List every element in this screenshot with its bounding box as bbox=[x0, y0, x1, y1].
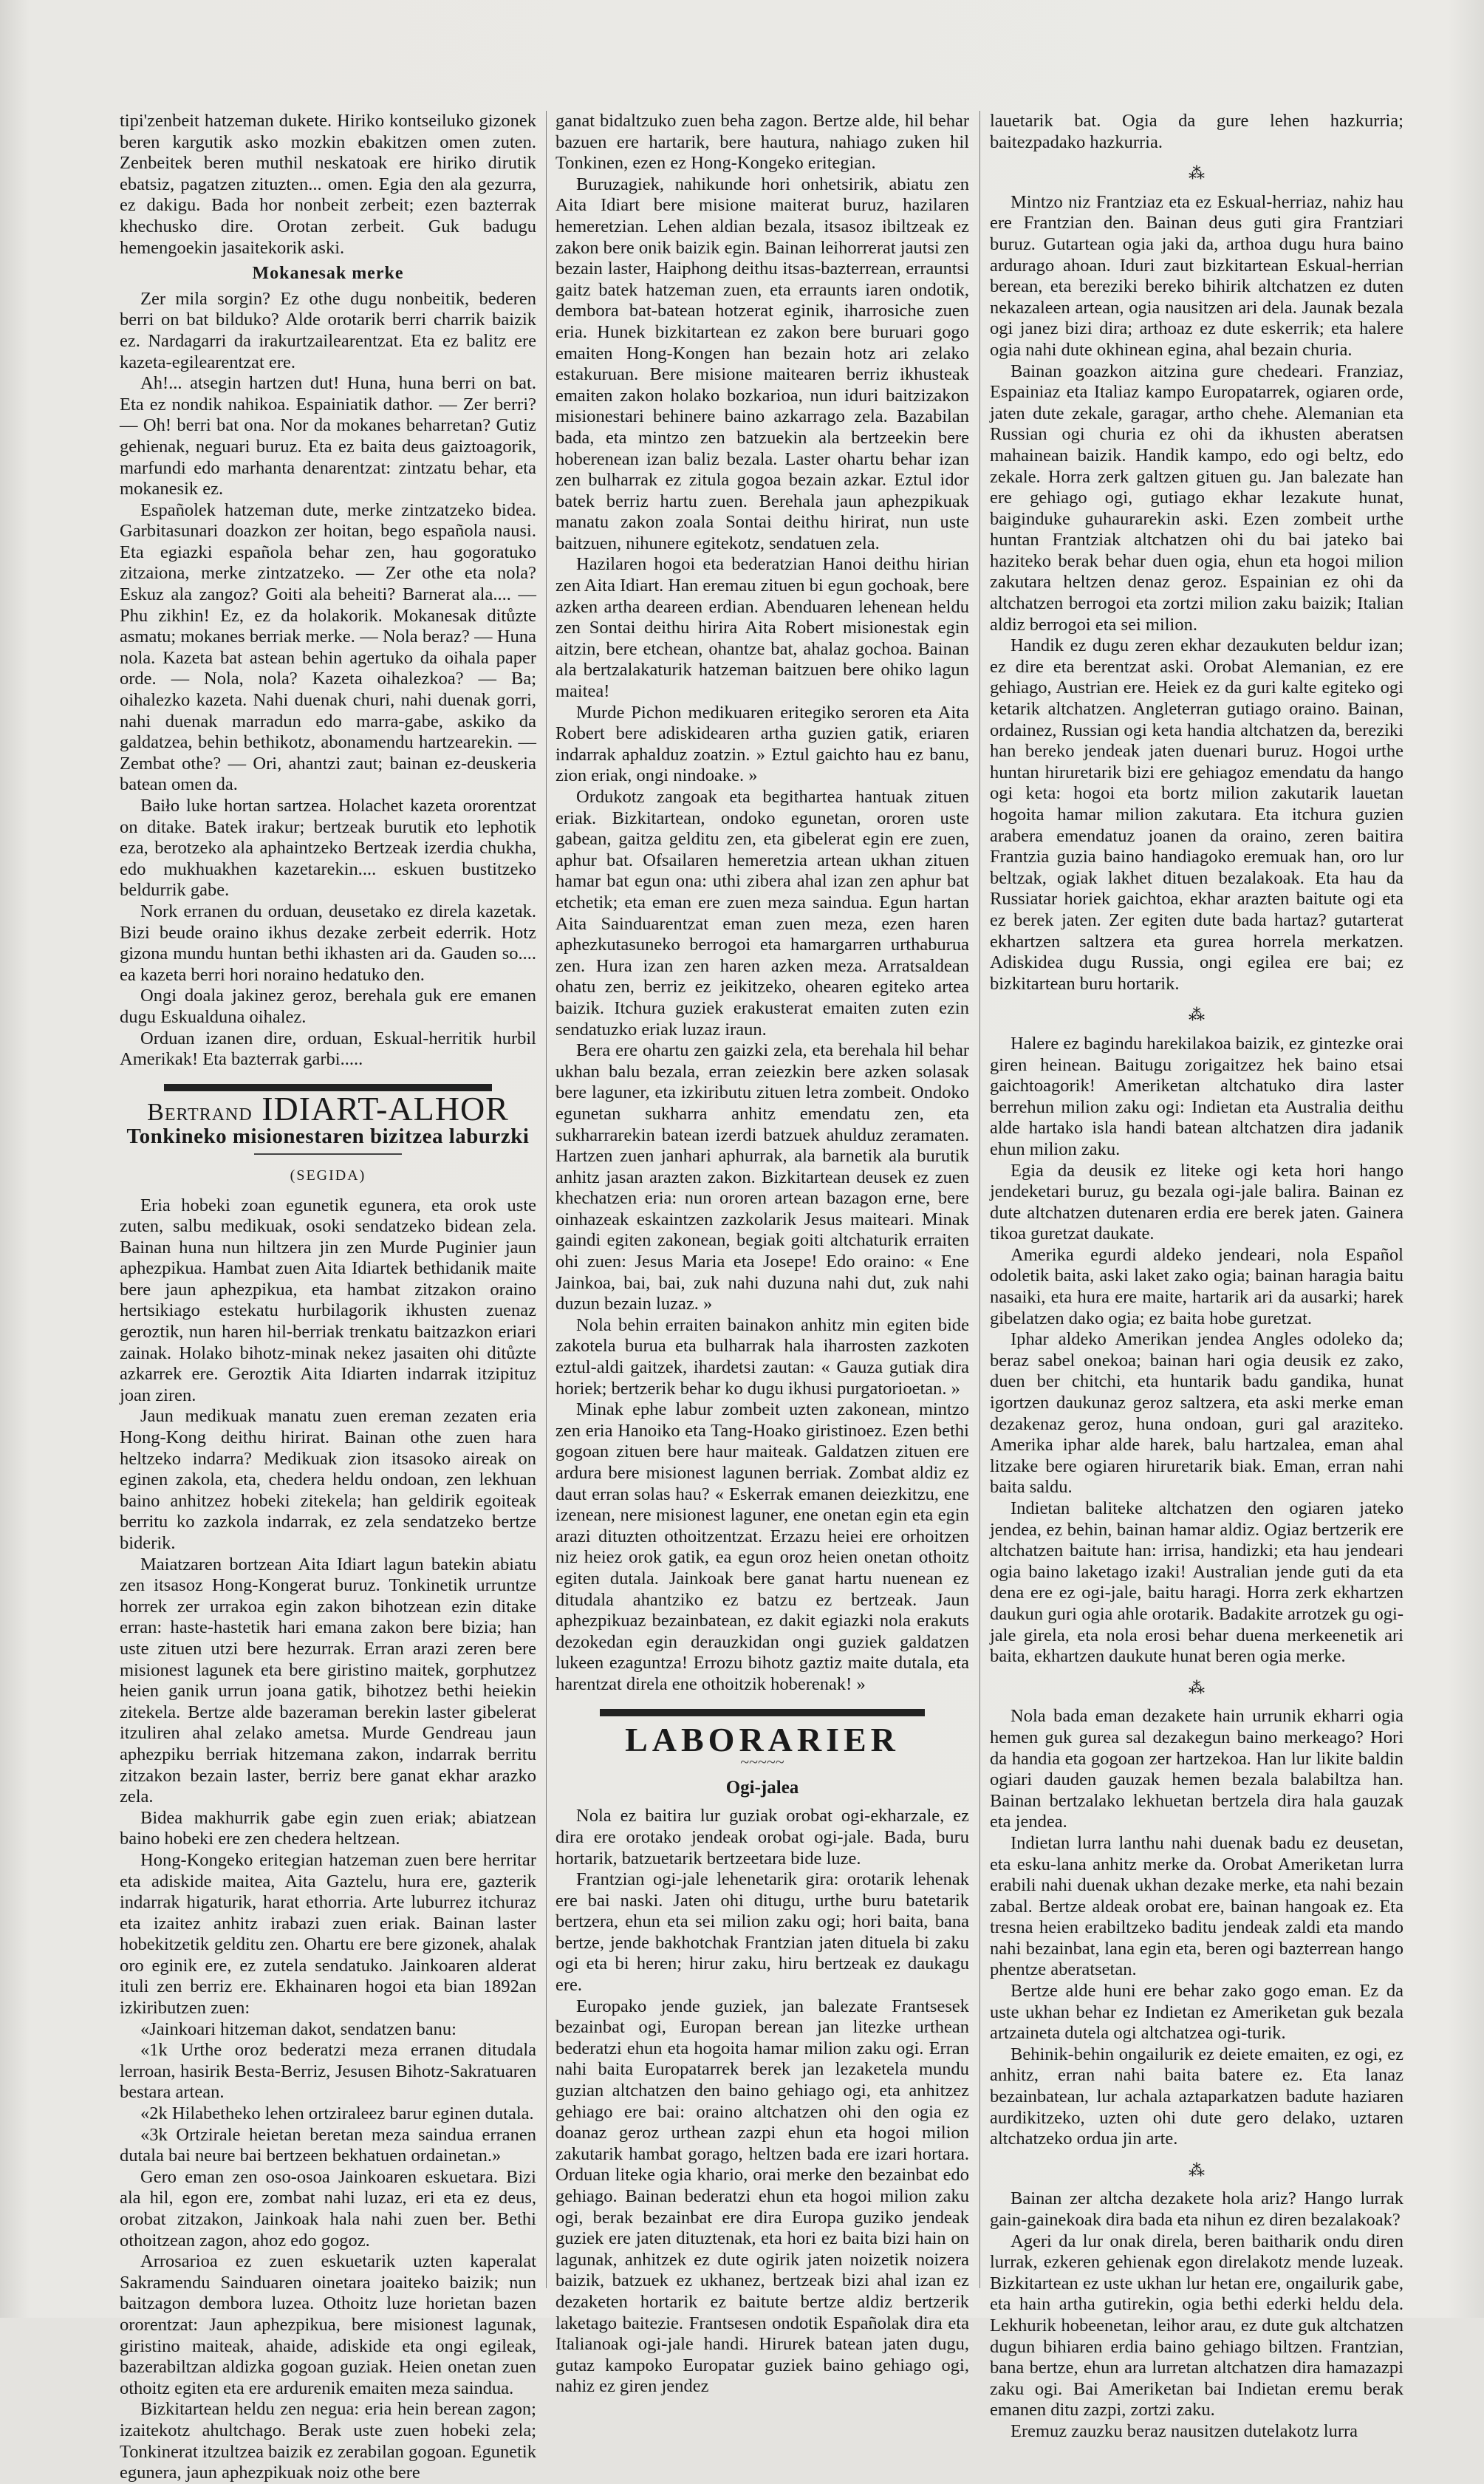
continued-label: (SEGIDA) bbox=[290, 1167, 366, 1184]
paragraph: Minak ephe labur zombeit uzten zakonean, mintzo zen eria Hanoiko eta Tang-Hoako giristinoez. Ezen bethi gogoan zituen bere haur maiteak. Galdatzen zituen ere ardura bere misionest lagunen berriak. Zombat aldiz ez daut erran solas hau? « Eskerrak emanen deiezkitzu, ene izenean, nere misionest laguner, ene onetan egin eta egin arazi dituzten othoitzentzat. Erzazu heiei ere orhoitzen niz heiez orok gatik, ea egun oroz heien onetan othoitz egiten dutala. Jainkoak bere ganat hartu nuenean ez ditudala ahantziko ez batzu ez bertzeak. Jaun aphezpikuaz bezainbatean, ez dakit egiazki nola erakuts dezokedan egin derauzkidan ongi guziek galdatzen lukeen ezaguntza! Errozu bihotz gaztiz maite dutala, eta harentzat direla ene othoitzik hoberenak! » bbox=[555, 1399, 969, 1694]
paragraph: tipi'zenbeit hatzeman dukete. Hiriko kontseiluko gizonek beren kargutik asko mozkin ebakitzen omen zuten. Zenbeitek beren muthil neskatoak ere hiriko dirutik ebatsiz, pagatzen zituzten... omen. Egia den ala gezurra, ez dakigu. Bada hor nonbeit zerbeit; ezen bazterrak khechusko dire. Orotan zerbeit. Guk badugu hemengoekin jasaitekorik aski. bbox=[120, 111, 536, 258]
paragraph: Hong-Kongeko eritegian hatzeman zuen bere herritar eta adiskide maitea, Aita Gaztelu, hura ere, gazterik indarrak higaturik, harat ethorria. Arte luburrez itchuraz eta izaitez anhitz irabazi zuen eriak. Bainan laster hobekitzetik gelditu zen. Ohartu ere bere gizonek, ahalak oro eginik ere, ez zutela sendatuko. Jainkoaren alderat ituli zen berriz ere. Ekhainaren hogoi eta bian 1892an izkiributzen zuen: bbox=[120, 1849, 536, 2019]
paragraph: Egia da deusik ez liteke ogi keta hori hango jendeketari buruz, gu bezala ogi-jale balira. Bainan ez dute altchatzen dutenaren erdia ere berek jaten. Gainera tikoa guretzat daukate. bbox=[990, 1160, 1403, 1244]
paragraph: Bertze alde huni ere behar zako gogo eman. Ez da uste ukhan behar ez Indietan ez Ameriketan guk bezala artzaineta dutela ogi altchatzea ogi-turik. bbox=[990, 1981, 1403, 2044]
column-3 bbox=[990, 111, 1403, 2441]
asterism-ornament: ⁂ bbox=[1189, 164, 1205, 183]
paragraph: Frantzian ogi-jale lehenetarik gira: orotarik lehenak ere bai naski. Jaten ohi ditugu, urthe buru batetarik bertzera, ehun eta sei milion zaku ogi; hori baita, bana bertze, jende bakhotchak Frantzian jaten dituela bi zaku ogi eta bi heren; hirur zaku, hiru bertzeak ez daukagu ere. bbox=[555, 1869, 969, 1996]
paragraph: Buruzagiek, nahikunde hori onhetsirik, abiatu zen Aita Idiart bere misione maiterat buruz, hazilaren hemeretzian. Lehen aldian bezala, itsasoz ibiltzeak ez zakon bere onik baizik egin. Bainan leihorrerat jautsi zen bezain laster, Haiphong deithu itsas-bazterrean, errauntsi gaitz batek hatzeman zuen, eta erraunts iaren ondotik, dembora bat-batean hotzerat eginik, iharrosiche zuen eria. Hunek bizkitartean ez zakon bere buruari gogo emaiten Hong-Kongen han bezain hotz ari zelako estakuruan. Bere misione maitearen berriz ikhusteak emaiten zakon holako bozkarioa, nun iduri baitzizakon misionestari behinere baino azkarrago zela. Bazabilan bada, eta mintzo zen batzuekin ala bertzeekin bere hoberenean izan baliz bezala. Laster ohartu behar izan zen bulharrak ez zitula gogoa bezain azkar. Eztul idor batek berriz hartu zuen. Berehala jaun aphezpikuak manatu zakon zoala Sontai deithu hirirat, nun uste baitzuen, nihunere egitekotz, sendatuen zela. bbox=[555, 174, 969, 553]
asterism-ornament: ⁂ bbox=[1189, 1678, 1205, 1697]
paragraph: ganat bidaltzuko zuen beha zagon. Bertze alde, hil behar bazuen ere hartarik, bere hautura, nahiago zuken hil Tonkinen, ezen ez Hong-Kongeko eritegian. bbox=[555, 111, 969, 174]
paragraph: Hazilaren hogoi eta bederatzian Hanoi deithu hirian zen Aita Idiart. Han eremau zituen bi egun gochoak, bere azken artha deareen erdian. Abenduaren lehenean heldu zen Sontai deithu hirira Aita Robert misionestak egin aitzin, bere etchean, ohantze bat, ahalaz gochoa. Bainan ala bertzalakaturik hatzeman baitzuen bere ohiko lagun maitea! bbox=[555, 554, 969, 702]
paragraph: Bainan zer altcha dezakete hola ariz? Hango lurrak gain-gainekoak dira bada eta nihun ez diren bezalakoak? bbox=[990, 2188, 1403, 2230]
paragraph: Indietan lurra lanthu nahi duenak badu ez deusetan, eta esku-lana anhitz merke da. Orobat Ameriketan lurra erabili nahi duenak ukhan dezake merke, eta nahi bezain zabal. Bertze aldeak orobat ere, bainan hangoak ez. Eta tresna heien erabiltzeko baditu jendeak zaldi eta mando nahi bezainbat, lana egin eta, beren ogi bazterrean hango phentze aberatsetan. bbox=[990, 1832, 1403, 1980]
paragraph: Indietan baliteke altchatzen den ogiaren jateko jendea, ez behin, bainan hamar aldiz. Ogiaz bertzerik ere altchatzen baitute han: irrisa, handizki; eta hau jendeari ogia baino laketago izaki! Australian jende guti da eta dena ere ez ogi-jale, baitu haragi. Horra zerk ekhartzen daukun guri ogia ahle orotarik. Badakite arrotzek gu ogi-jale girela, eta nola erosi behar duena merkeenetik ari baita, ekhartzen daukute hunat beren ogia merke. bbox=[990, 1498, 1403, 1667]
paragraph: Bera ere ohartu zen gaizki zela, eta berehala hil behar ukhan balu bezala, erran zeiezkin bere azken solasak bere laguner, eta izkiributu zituen letra zombeit. Ondoko egunetan sukharra anhitz emendatu zen, eta sukharrarekin batean izerdi batzuek ahulduz zeramaten. Hartzen zuen janhari aphurrak, ala barnetik ala burutik anhitz jasan arazten zakon. Bizkitartean deusek ez zuen khechatzen eria: nun ororen artean bazagon erne, bere oinhazeak eskaintzen zazkolarik Jesus maiteari. Minak gaindi egiten zakonean, begiak goiti altchaturik erraiten ohi zuen: Jesus Maria eta Josepe! Edo oraino: « Ene Jainkoa, bai, bai, zuk nahi duzuna nahi dut, zuk nahi duzun bezain luzaz. » bbox=[555, 1040, 969, 1314]
column-1 bbox=[120, 111, 536, 2483]
paragraph: «1k Urthe oroz bederatzi meza erranen ditudala lerroan, hasirik Besta-Berriz, Jesusen Bihotz-Sakratuaren bestara artean. bbox=[120, 2040, 536, 2103]
paragraph: Jaun medikuak manatu zuen ereman zezaten eria Hong-Kong deithu hirirat. Bainan othe zuen hara heltzeko indarra? Medikuak zion itsasoko aireak on eginen zakola, eta, chedera heldu ondoan, zen lekhuan baino anhitzez hobeki zitekela; han geldirik egoiteak berritu ko zazkola indarrak, ez zela sendatzeko bertze biderik. bbox=[120, 1406, 536, 1553]
paragraph: Mintzo niz Frantziaz eta ez Eskual-herriaz, nahiz hau ere Frantzian den. Bainan deus guti gira Frantziari buruz. Gutartean ogia jaki da, arthoa dugu hura baino ardurago ahoan. Iduri zaut bizkitartean Eskual-herrian berean, eta bereziki bereko bihirik altchatzen ez duten nekazaleen artean, ogia nausitzen ari dela. Jaunak bezala ogi janez bizi dira; arthoaz ez dute eskerrik; eta halere ogia nahi dute okhinean egina, ahal bezain churia. bbox=[990, 191, 1403, 360]
paragraph: Ordukotz zangoak eta begithartea hantuak zituen eriak. Bizkitartean, ondoko egunetan, ororen uste gabean, gaitza gelditu zen, eta gibelerat egin ere zuen, aphur bat. Ofsailaren hemeretzia artean ukhan zituen hamar bat egun ona: uthi zibera ahal izan zen aphur bat etchetik; eta eman ere zuen meza saindua. Egun hartan Aita Sainduarentzat eman zuen meza, ezen haren aphezkutasuneko berrogoi eta hamargarren urthaburua zen. Hura izan zen haren azken meza. Arratsaldean ohatu zen, berriz ez jeikitzeko, ohearen egiteko artea baizik. Itchura guziek erakusterat emaiten zuten ezin sendatuzko eriak luzaz iraun. bbox=[555, 787, 969, 1040]
asterism-ornament: ⁂ bbox=[1189, 2160, 1205, 2180]
article-title bbox=[120, 1089, 536, 1127]
paragraph: Ongi doala jakinez geroz, berehala guk ere emanen dugu Eskualduna oihalez. bbox=[120, 986, 536, 1027]
section-subtitle: Ogi-jalea bbox=[725, 1777, 799, 1798]
paragraph: Nork erranen du orduan, deusetako ez direla kazetak. Bizi beude oraino ikhus dezake zerbeit ederrik. Hotz gizona mundu huntan bethi ikhasten ari da. Gauden so.... ea kazeta berri hori noraino hedatuko den. bbox=[120, 901, 536, 985]
paragraph: Bainan goazkon aitzina gure chedeari. Franziaz, Espainiaz eta Italiaz kampo Europatarrek, ogiaren orde, jaten dute zekale, garagar, artho chehe. Alemanian eta Russian ogi churia ez ohi da ikhusten aberatsen mahainean baizik. Handik kampo, edo ogi beltz, edo zekale. Horra zerk galtzen gituen gu. Jan balezate han ere gehiago ogi, gutiago ekhar lezakute hunat, baiginduke guhaurarekin aski. Ezen zombeit urthe huntan Frantziak altchatzen ohi du bai jateko bai haziteko berak behar duen ogia, ehun eta hogoi milion zakutara heltzen denaz geroz. Espainian ez ohi da altchatzen berrogoi eta zortzi milion zaku baizik; Italian aldiz berrogoi eta sei milion. bbox=[990, 361, 1403, 635]
author-surname: IDIART-ALHOR bbox=[261, 1089, 509, 1127]
article-subtitle: Tonkineko misionestaren bizitzea laburzki bbox=[126, 1125, 530, 1149]
paragraph: Europako jende guziek, jan balezate Frantsesek bezainbat ogi, Europan berean jan litezke urthean bederatzi ehun eta hogoita hamar milion zaku ogi. Erran nahi baita Europatarrek berek jan lezaketela mundu guzian altchatzen den baino gehiago ogi, eta anhitzez gehiago ere bai: oraino altchatzen ohi den ogia ez doanaz geroz urthean zazpi ehun eta hogoi milion zakutarik hambat gorago, heltzen bada ere izari hortara. Orduan liteke ogia khario, orai merke den bezainbat edo gehiago. Bainan bederatzi ehun eta hogoi milion zaku ogi, berak bezainbat ere dira Europa guziko jendeak guziek ere jaten dituztenak, eta hori ez baita bizi hain on lagunak, anhitzek ez dute ogirik jaten noizetik noizera baizik, batzuek ez ukhanez, bertzeak bizi ahal izan ez dezaketen hortarik ez baitute bertze aldiz bertzerik laketago baitezie. Frantsesen ondotik Españolak dira eta Italianoak ogi-jale handi. Hirurek batean jaten dugu, gutaz kampoko Europatar guziek baino gehiago ogi, nahiz ez giren jendez bbox=[555, 1996, 969, 2397]
paragraph: Nola bada eman dezakete hain urrunik ekharri ogia hemen guk gurea sal dezakegun baino merkeago? Hori da handia eta gogoan zer hartzekoa. Han lur likite baldin ogiari dauden gauzak hemen bezala balabiltza han. Bainan bertzalako lekhuetan bertzela dira hala gauzak eta jendea. bbox=[990, 1706, 1403, 1832]
paragraph: Behinik-behin ongailurik ez deiete emaiten, ez ogi, ez anhitz, erran nahi baita batere ez. Eta lanaz bezainbatean, lur achala aztaparkatzen badute haziaren aurdikitzeko, uzten ohi dute gero delako, uztaren altchatzeko ordua jin arte. bbox=[990, 2044, 1403, 2149]
section-divider bbox=[600, 1709, 925, 1716]
paragraph: lauetarik bat. Ogia da gure lehen hazkurria; baitezpadako hazkurria. bbox=[990, 111, 1403, 152]
asterism-ornament: ⁂ bbox=[1189, 1006, 1205, 1025]
column-rule bbox=[546, 111, 547, 2288]
paragraph: Eria hobeki zoan egunetik egunera, eta orok uste zuten, salbu medikuak, osoki sendatzeko bidean zela. Bainan huna nun hiltzera jin zen Murde Puginier jaun aphezpikua. Hambat zuen Aita Idiartek bethidanik maite bere jaun aphezpikua, eta hambat zitzakon oraino hertsikiago estekatu hurbilagorik ikhusten zuenaz geroztik, nun haren hil-berriak trenkatu baitzazkon eriari zainak. Holako bihotz-minak nekez jasaiten ohi ditůzte azkarrek ere. Geroztik Aita Idiarten indarrak itzipituz joan ziren. bbox=[120, 1195, 536, 1405]
column-rule bbox=[979, 111, 980, 2288]
paragraph: Españolek hatzeman dute, merke zintzatzeko bidea. Garbitasunari doazkon zer hoitan, bego española nausi. Eta egiazki españolа behar zen, hau gogoratuko zitzaiona, merke zintzatzeko. — Zer othe eta nola? Eskuz ala zangoz? Goiti ala beheiti? Barnerat ala.... — Phu zikhin! Ez, ez da holakorik. Mokanesak ditůzte asmatu; mokanes berriak merke. — Nola beraz? — Huna nola. Kazeta bat astean behin agertuko da oihala paper orde. — Nola, nola? Kazeta oihalezkoa? — Ba; oihalezko kazeta. Nahi duenak churi, nahi duenak gorri, nahi duenak marradun edo marra-gabe, askiko da galdatzea, behin bethikotz, abonamendu hartzearekin. — Zembat othe? — Ori, ahantzi zaut; bainan ez-deuskeria batean omen da. bbox=[120, 499, 536, 795]
paragraph: «3k Ortzirale heietan beretan meza saindua erranen dutala bai neure bai bertzeen bekhatuen ordainetan.» bbox=[120, 2124, 536, 2166]
paragraph: Arrosarioa ez zuen eskuetarik uzten kaperalat Sakramendu Sainduaren oinetara joaiteko baizik; nun baitzagon dembora luzea. Othoitz luze horietan bazen ororentzat: Jaun aphezpikua, bere misionest lagunak, giristino maiteak, ahaide, adiskide eta ongi egileak, bazerabiltzan aldizka gogoan guziak. Heien onetan zuen othoitz egiten eta ere ardurenik emaiten meza saindua. bbox=[120, 2251, 536, 2398]
paragraph: «2k Hilabetheko lehen ortziraleez barur eginen dutala. bbox=[140, 2103, 534, 2124]
paragraph: «Jainkoari hitzeman dakot, sendatzen banu: bbox=[140, 2019, 457, 2039]
paragraph: Murde Pichon medikuaren eritegiko seroren eta Aita Robert bere adiskidearen artha guzien gatik, eriaren indarrak aphalduz zoatzin. » Eztul gaichto hau ez banu, zion eriak, ongi nindoake. » bbox=[555, 702, 969, 786]
paragraph: Eremuz zauzku beraz nausitzen dutelakotz lurra bbox=[1011, 2420, 1358, 2441]
section-title: LABORARIER bbox=[625, 1720, 900, 1758]
paragraph: Handik ez dugu zeren ekhar dezaukuten beldur izan; ez dire eta berentzat aski. Orobat Alemanian, ez ere gehiago, Austrian ere. Heiek ez da guri kalte egiteko ogi ketarik altchatzen. Angleterran gutiago oraino. Bainan, ordainez, Russian ogi keta handia altchatzen da, bereziki han bereko jendeak jaten duenari buruz. Hogoi urthe huntan hiruretarik bizi ere gehiagoz emendatu da hango ogi keta: hogoi eta bortz milion zakutarik lauetan hogoita hamar milion zakutara. Eta itchura guzien arabera emendatuz joanen da oraino, zeren baitira Frantzia guzia baino handiagoko eremuak han, oro lur beltzak, ogiak lakhet dituen bezalakoak. Eta hau da Russiatar horiek gaichtoa, ekhar arazten baitute ogi eta ez berek jaten. Zer egiten dute bada hartaz? gutarterat ekhartzen saltzera eta gurea horrela merkatzen. Adiskidea dugu Russia, ongi egilea ere bai; ez bizkitartean buru hortarik. bbox=[990, 635, 1403, 994]
paragraph: Maiatzaren bortzean Aita Idiart lagun batekin abiatu zen itsasoz Hong-Kongerat buruz. Tonkinetik urruntze horrek zer urrakoa egin zakon bihotzean ezin ditake erran: haste-hastetik hari emana zakon bere bizia; han uste zituen utzi bere hezurrak. Erran arazi zeren bere misionest lagunek eta bere giristino maitek, gorphutzez heien ganik urrun joana gatik, bihotzez bethi heiekin zitekela. Bertze alde bazeraman berekin laster gibelerat itzuliren ahal zelako ametsa. Murde Gendreau jaun aphezpiku berriak hitzemana zakon, indarrak berritu zitzakon bezain laster, berriz bere ganat ekhar arazko zela. bbox=[120, 1554, 536, 1807]
paragraph: Orduan izanen dire, orduan, Eskual-herritik hurbil Amerikak! Eta bazterrak garbi..... bbox=[120, 1028, 536, 1070]
paragraph: Ah!... atsegin hartzen dut! Huna, huna berri on bat. Eta ez nondik nahikoa. Espainiatik dathor. — Zer berri? — Oh! berri bat ona. Nor da mokanes beharretan? Gutiz gehienak, neguari buruz. Eta ez baita deus gaiztoagorik, marfundi edo marhanta denarentzat: zintzatu behar, eta mokanesik ez. bbox=[120, 373, 536, 499]
paragraph: Halere ez bagindu harekilakoa baizik, ez gintezke orai giren heinean. Baitugu zorigaitzez hek baino etsai gaichtoagorik! Ameriketan altchatuko dira laster berrehun milion zaku ogi: Indietan eta Australia deithu alde hartako isla handi batean altchatzen dira jadanik ehun milion zaku. bbox=[990, 1033, 1403, 1159]
title-rule bbox=[254, 1153, 402, 1155]
paragraph: Bizkitartean heldu zen negua: eria hein berean zagon; izaitekotz ahultchago. Berak uste zuen hobeki zela; Tonkinerat itzultzea baizik ez zerabilan gogoan. Egunetik egunera, jaun aphezpikuak noiz othe bere bbox=[120, 2399, 536, 2483]
paragraph: Gero eman zen oso-osoa Jainkoaren eskuetara. Bizi ala hil, egon ere, zombat nahi luzaz, eri eta ez deus, orobat zitzakon, Jainkoak hala nahi zuen ber. Bethi othoitzean zagon, ahoz edo gogoz. bbox=[120, 2166, 536, 2251]
paragraph: Baiło luke hortan sartzea. Holachet kazeta ororentzat on ditake. Batek irakur; bertzeak burutik eto lephotik eza, berotzeko ala aphaintzeko Bertzeak izerdia chukha, edo mukhuakhen kazetarekin.... eskuen bustitzeko beldurrik gabe. bbox=[120, 796, 536, 901]
paragraph: Bidea makhurrik gabe egin zuen eriak; abiatzean baino hobeki ere zen chedera heltzean. bbox=[120, 1807, 536, 1849]
author-firstname: Bertrand bbox=[147, 1098, 253, 1126]
paragraph: Zer mila sorgin? Ez othe dugu nonbeitik, bederen berri on bat bilduko? Alde orotarik berri charrik baizik ez. Nardagarri da irakurtzailearentzat. Eta ez balitz ere kazeta-egilearentzat ere. bbox=[120, 288, 536, 372]
section-heading: Mokanesak merke bbox=[252, 264, 404, 284]
wave-ornament: ~~~~~ bbox=[740, 1753, 784, 1772]
paragraph: Nola behin erraiten bainakon anhitz min egiten bide zakotela burua eta bulharrak hala iharrosten zazkoten eztul-aldi gaitzek, ihardetsi zautan: « Gauza gutiak dira horiek; bertzerik behar ko dugu ikhusi purgatorioetan. » bbox=[555, 1314, 969, 1399]
column-2 bbox=[555, 111, 969, 2397]
paragraph: Amerika egurdi aldeko jendeari, nola Español odoletik baita, aski laket zako ogia; bainan haragia baitu nasaiki, eta hura ere maite, hartarik ari da ausarki; harek gibelatzen dako ogia; ez baita hobe guretzat. bbox=[990, 1244, 1403, 1328]
paragraph: Iphar aldeko Amerikan jendea Angles odoleko da; beraz sabel onekoa; bainan hari ogia deusik ez zako, duen ber chitchi, eta huntarik badu gandika, hunat igortzen daukunaz geroz saltzera, eta aski merke eman dezakenaz geroz, huna ondoan, guri gal araziteko. Amerika iphar alde harek, balu hartzalea, eman ahal litzake bere ogiaren hiruretarik biak. Eman, erran nahi baita saldu. bbox=[990, 1329, 1403, 1498]
paragraph: Ageri da lur onak direla, beren baitharik ondu diren lurrak, ezkeren gehienak egon direlakotz mende luzeak. Bizkitartean ez uste ukhan lur hetan ere, ongailurik gabe, eta hain artha gutirekin, ogia bethi ederki heldu dela. Lekhurik hobeenetan, leihor arau, ez dute guk altchatzen dugun bihiaren erdia baino gehiago biltzen. Frantzian, bana bertze, ehun ara lurretan altchatzen dira hamazazpi zaku ogi. Bai Ameriketan bai Indietan eremu berak emanen ditu zazpi, zortzi zaku. bbox=[990, 2231, 1403, 2420]
paragraph: Nola ez baitira lur guziak orobat ogi-ekharzale, ez dira ere orotako jendeak orobat ogi-jale. Bada, buru hortarik, batzuetarik bertzeetara bide luze. bbox=[555, 1806, 969, 1869]
